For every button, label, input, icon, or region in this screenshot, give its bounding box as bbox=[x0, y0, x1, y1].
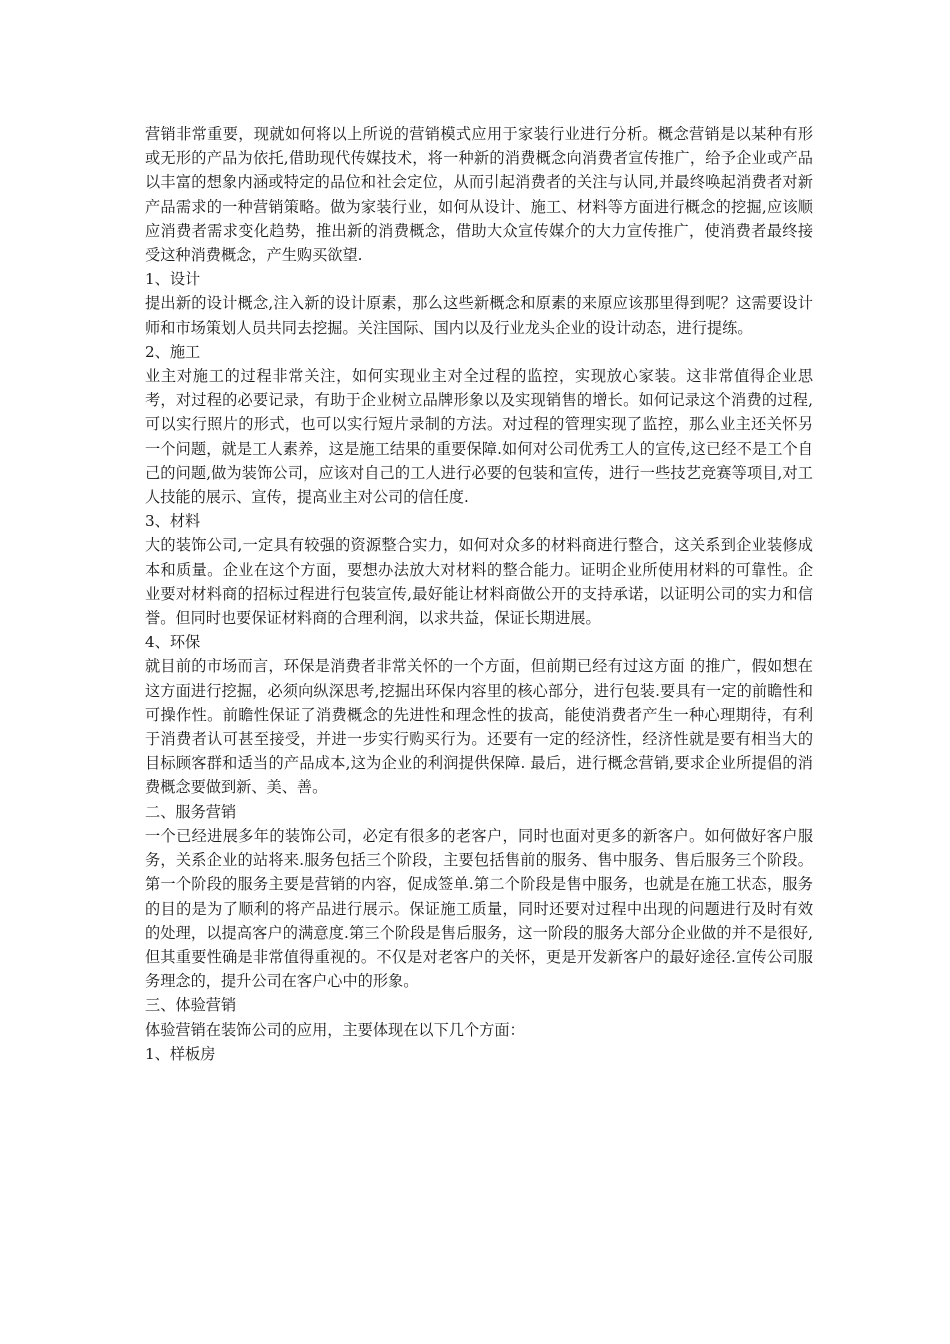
environment-paragraph: 就目前的市场而言，环保是消费者非常关怀的一个方面，但前期已经有过这方面 的推广，假如想在这方面进行挖掘，必须向纵深思考,挖掘出环保内容里的核心部分，进行包装.要具有一定的前瞻性和可操作性。前瞻性保证了消费概念的先进性和理念性的拔高，能使消费者产生一种心理期待，有利于消费者认可甚至接受，并进一步实行购买行为。还要有一定的经济性，经济性就是要有相当大的目标顾客群和适当的产品成本,这为企业的利润提供保障. 最后，进行概念营销,要求企业所提倡的消费概念要做到新、美、善。 bbox=[145, 657, 813, 797]
section-heading-construction: 2、施工 bbox=[145, 342, 201, 361]
materials-paragraph: 大的装饰公司,一定具有较强的资源整合实力，如何对众多的材料商进行整合，这关系到企业装修成本和质量。企业在这个方面，要想办法放大对材料的整合能力。证明企业所使用材料的可靠性。企业要对材料商的招标过程进行包装宣传,最好能让材料商做公开的支持承诺，以证明公司的实力和信誉。但同时也要保证材料商的合理利润，以求共益，保证长期进展。 bbox=[145, 536, 813, 628]
intro-paragraph: 营销非常重要，现就如何将以上所说的营销模式应用于家装行业进行分析。概念营销是以某种有形或无形的产品为依托,借助现代传媒技术，将一种新的消费概念向消费者宣传推广，给予企业或产品以丰富的想象内涵或特定的品位和社会定位，从而引起消费者的关注与认同,并最终唤起消费者对新产品需求的一种营销策略。做为家装行业，如何从设计、施工、材料等方面进行概念的挖掘,应该顺应消费者需求变化趋势，推出新的消费概念，借助大众宣传媒介的大力宣传推广，使消费者最终接受这种消费概念，产生购买欲望. bbox=[145, 125, 813, 265]
section-heading-service-marketing: 二、服务营销 bbox=[145, 802, 237, 821]
experience-marketing-paragraph: 体验营销在装饰公司的应用，主要体现在以下几个方面： bbox=[145, 1020, 525, 1039]
section-heading-materials: 3、材料 bbox=[145, 512, 201, 531]
subsection-heading-show-room: 1、样板房 bbox=[145, 1044, 216, 1063]
section-heading-design: 1、设计 bbox=[145, 270, 201, 289]
section-heading-experience-marketing: 三、体验营销 bbox=[145, 996, 237, 1015]
construction-paragraph: 业主对施工的过程非常关注，如何实现业主对全过程的监控，实现放心家装。这非常值得企业思考，对过程的必要记录，有助于企业树立品牌形象以及实现销售的增长。如何记录这个消费的过程,可以实行照片的形式，也可以实行短片录制的方法。对过程的管理实现了监控，那么业主还关怀另一个问题，就是工人素养，这是施工结果的重要保障.如何对公司优秀工人的宣传,这已经不是工个自己的问题,做为装饰公司，应该对自己的工人进行必要的包装和宣传，进行一些技艺竞赛等项目,对工人技能的展示、宣传，提高业主对公司的信任度. bbox=[145, 367, 813, 507]
section-heading-environment: 4、环保 bbox=[145, 633, 201, 652]
document-page bbox=[145, 122, 813, 1066]
service-marketing-paragraph: 一个已经进展多年的装饰公司，必定有很多的老客户，同时也面对更多的新客户。如何做好客户服务，关系企业的站将来.服务包括三个阶段，主要包括售前的服务、售中服务、售后服务三个阶段。第一个阶段的服务主要是营销的内容，促成签单.第二个阶段是售中服务，也就是在施工状态，服务的目的是为了顺利的将产品进行展示。保证施工质量，同时还要对过程中出现的问题进行及时有效的处理，以提高客户的满意度.第三个阶段是售后服务，这一阶段的服务大部分企业做的并不是很好,但其重要性确是非常值得重视的。不仅是对老客户的关怀，更是开发新客户的最好途径.宣传公司服务理念的，提升公司在客户心中的形象。 bbox=[145, 826, 813, 991]
design-paragraph: 提出新的设计概念,注入新的设计原素，那么这些新概念和原素的来原应该那里得到呢？这需要设计师和市场策划人员共同去挖掘。关注国际、国内以及行业龙头企业的设计动态，进行提练。 bbox=[145, 294, 813, 337]
